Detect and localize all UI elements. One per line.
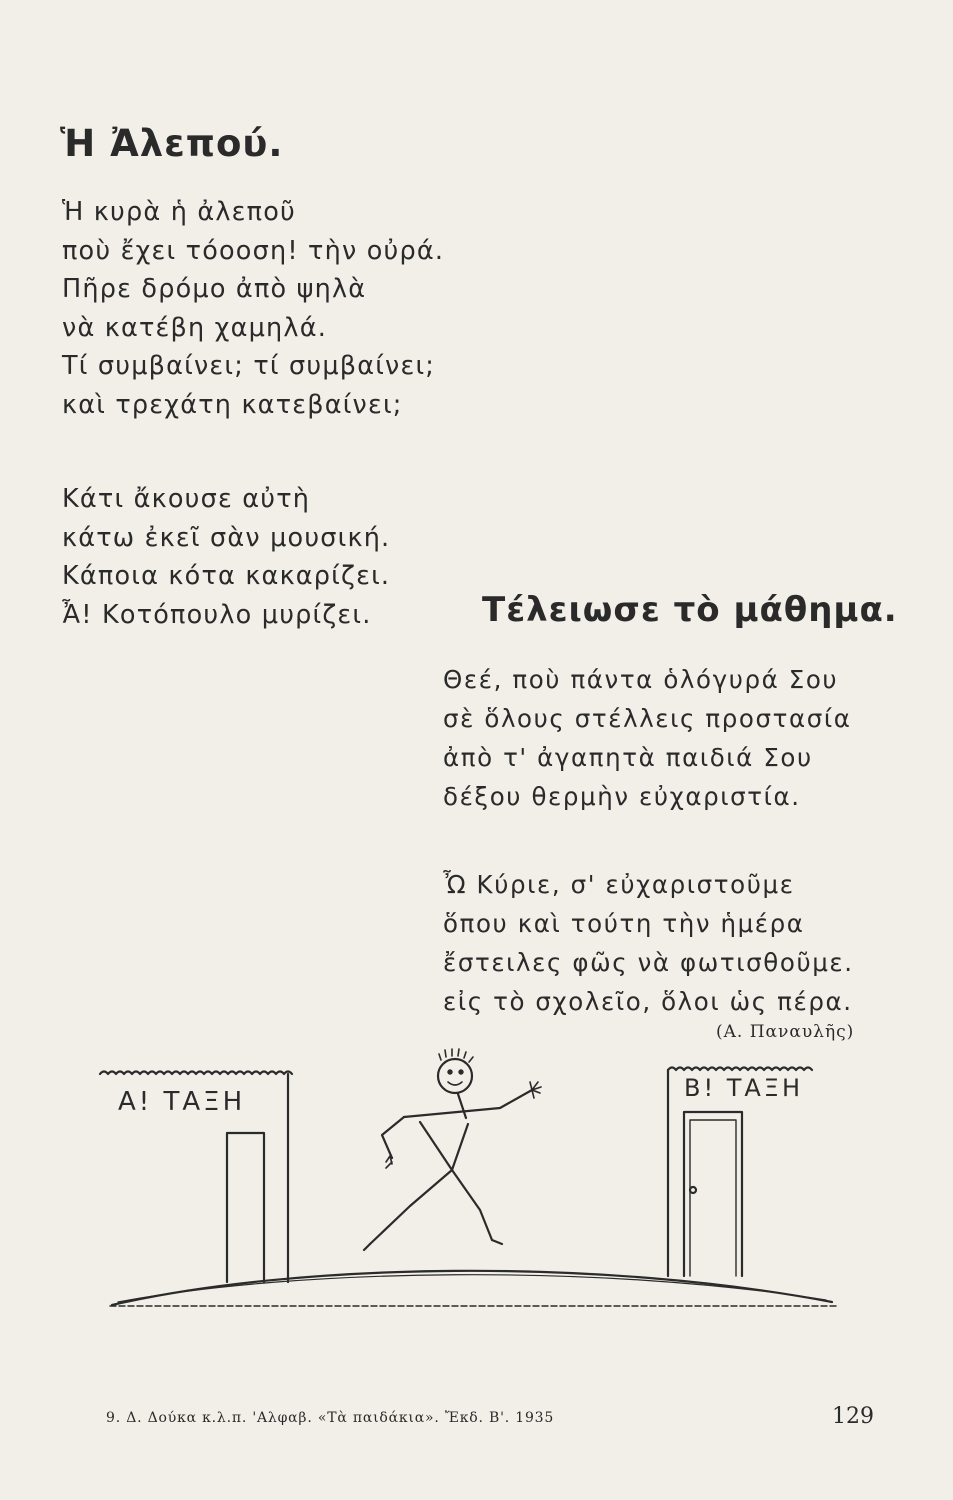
verse-line: Θεέ, ποὺ πάντα ὁλόγυρά Σου	[443, 665, 839, 694]
verse-line: νὰ κατέβη χαμηλά.	[62, 312, 328, 343]
poem-fox-title: Ἡ Ἀλεπού.	[60, 122, 284, 165]
poem-author: (Α. Παναυλῆς)	[716, 1022, 855, 1042]
verse-line: ποὺ ἔχει τόοοση! τὴν οὐρά.	[62, 235, 445, 266]
verse-line: Κάποια κότα κακαρίζει.	[62, 561, 391, 591]
door-left	[227, 1133, 264, 1282]
verse-line: Ἡ κυρὰ ἡ ἀλεποῦ	[62, 197, 296, 227]
verse-line: Ὦ Κύριε, σ' εὐχαριστοῦμε	[443, 870, 795, 899]
verse-line: Τί συμβαίνει; τί συμβαίνει;	[62, 351, 436, 381]
verse-line: Ἆ! Κοτόπουλο μυρίζει.	[62, 599, 372, 630]
verse-line: Κάτι ἄκουσε αὐτὴ	[62, 484, 311, 514]
verse-line: σὲ ὅλους στέλλεις προστασία	[443, 704, 852, 733]
footer-citation: 9. Δ. Δούκα κ.λ.π. 'Αλφαβ. «Τὰ παιδάκια». Ἔκδ. Β'. 1935	[106, 1410, 555, 1426]
ground-hill	[112, 1271, 832, 1305]
verse-line: κάτω ἐκεῖ σὰν μουσική.	[62, 522, 391, 553]
stick-figure-child	[364, 1049, 541, 1250]
poem-lesson-title: Τέλειωσε τὸ μάθημα.	[482, 590, 898, 630]
verse-line: ὅπου καὶ τούτη τὴν ἡμέρα	[443, 909, 805, 938]
verse-line: καὶ τρεχάτη κατεβαίνει;	[62, 389, 403, 420]
verse-line: Πῆρε δρόμο ἀπὸ ψηλὰ	[62, 274, 367, 304]
child-head	[438, 1059, 472, 1093]
verse-line: ἀπὸ τ' ἀγαπητὰ παιδιά Σου	[443, 743, 813, 772]
page-number: 129	[832, 1404, 874, 1429]
sign-class-a: Α! ΤΑΞΗ	[118, 1087, 246, 1117]
sign-class-b: Β! ΤΑΞΗ	[684, 1074, 804, 1102]
verse-line: ἔστειλες φῶς νὰ φωτισθοῦμε.	[443, 948, 854, 977]
verse-line: εἰς τὸ σχολεῖο, ὅλοι ὡς πέρα.	[443, 987, 853, 1016]
verse-line: δέξου θερμὴν εὐχαριστία.	[443, 782, 801, 811]
